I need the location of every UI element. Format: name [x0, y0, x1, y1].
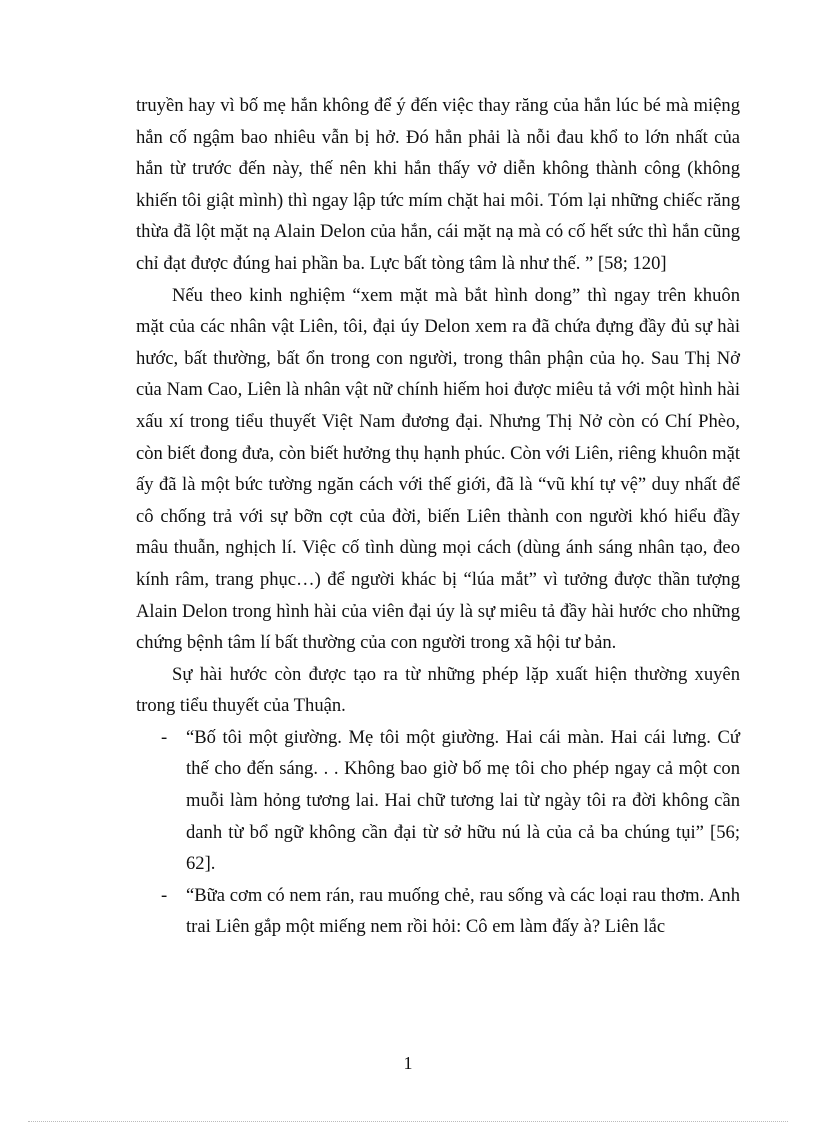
paragraph-continuation: truyền hay vì bố mẹ hắn không để ý đến việc thay răng của hắn lúc bé mà miệng hắn cố ngậm bao nhiêu vẫn bị hở. Đó hẳn phải là nỗi đau khổ to lớn nhất của hắn từ trước đến này, thế nên khi hắn thấy vở diễn không thành công (không khiến tôi giật mình) thì ngay lập tức mím chặt hai môi. Tóm lại những chiếc răng thừa đã lột mặt nạ Alain Delon của hắn, cái mặt nạ mà có cố hết sức thì hắn cũng chỉ đạt được đúng hai phần ba. Lực bất tòng tâm là như thế. ” [58; 120] [136, 95, 740, 274]
quote-text: “Bố tôi một giường. Mẹ tôi một giường. Hai cái màn. Hai cái lưng. Cứ thế cho đến sáng. . . Không bao giờ bố mẹ tôi cho phép ngay cả một con muỗi làm hỏng tương lai. Hai chữ tương lai từ ngày tôi ra đời không cần danh từ bổ ngữ không cần đại từ sở hữu nú là của cả ba chúng tụi” [56; 62]. [186, 726, 740, 875]
paragraph-face-analysis: Nếu theo kinh nghiệm “xem mặt mà bắt hình dong” thì ngay trên khuôn mặt của các nhân vật Liên, tôi, đại úy Delon xem ra đã chứa đựng đầy đủ sự hài hước, bất thường, bất ổn trong con người, trong thân phận của họ. Sau Thị Nở của Nam Cao, Liên là nhân vật nữ chính hiếm hoi được miêu tả với một hình hài xấu xí trong tiểu thuyết Việt Nam đương đại. Nhưng Thị Nở còn có Chí Phèo, còn biết đong đưa, còn biết hưởng thụ hạnh phúc. Còn với Liên, riêng khuôn mặt ấy đã là một bức tường ngăn cách với thế giới, đã là “vũ khí tự vệ” duy nhất để cô chống trả với sự bỡn cợt của đời, biến Liên thành con người khó hiểu đầy mâu thuẫn, nghịch lí. Việc cố tình dùng mọi cách (dùng ánh sáng nhân tạo, đeo kính râm, trang phục…) để người khác bị “lúa mắt” vì tưởng được thần tượng Alain Delon trong hình hài của viên đại úy là sự miêu tả đầy hài hước cho những chứng bệnh tâm lí bất thường của con người trong xã hội tư bản. [136, 284, 740, 654]
page-bottom-divider [28, 1121, 788, 1122]
paragraph-repetition-intro: Sự hài hước còn được tạo ra từ những phép lặp xuất hiện thường xuyên trong tiểu thuyết của Thuận. [136, 663, 740, 717]
page-number: 1 [403, 1053, 413, 1073]
document-body [136, 90, 740, 943]
list-dash: - [161, 884, 168, 906]
quote-text: “Bữa cơm có nem rán, rau muống chẻ, rau sống và các loại rau thơm. Anh trai Liên gắp một miếng nem rồi hỏi: Cô em làm đấy à? Liên lắc [186, 884, 740, 938]
quote-item [136, 880, 740, 943]
list-dash: - [161, 726, 168, 748]
quote-item [136, 722, 740, 880]
